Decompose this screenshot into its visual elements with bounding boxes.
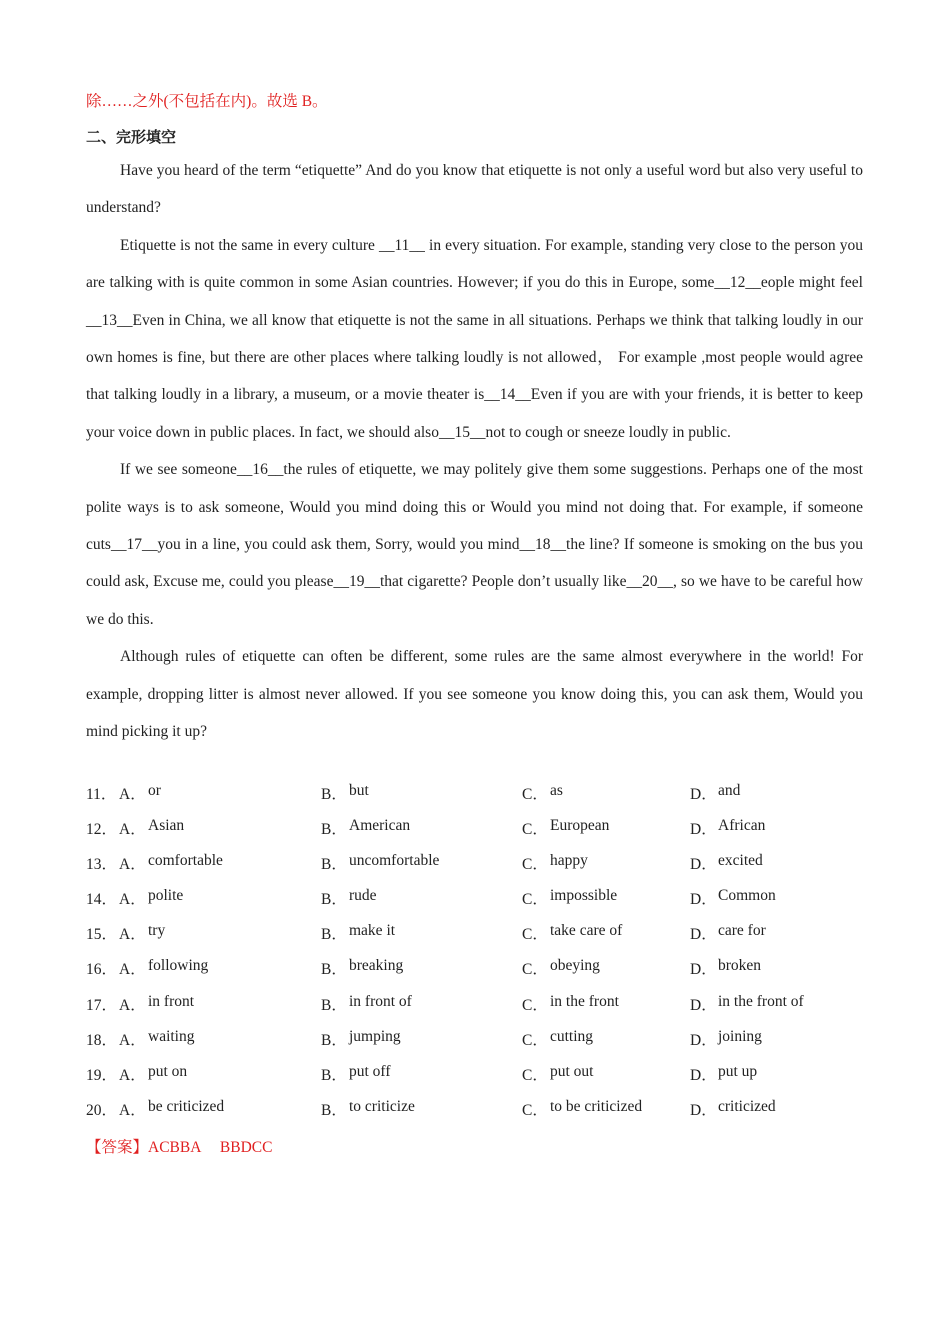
- option-text: or: [148, 782, 161, 799]
- option-letter: C．: [522, 821, 548, 839]
- option-text: Asian: [148, 817, 185, 835]
- option-letter: C．: [522, 891, 548, 909]
- answer-key: 【答案】ACBBA BBDCC: [86, 1139, 273, 1156]
- option-text: try: [148, 922, 166, 940]
- blank-number: __18__: [519, 536, 567, 554]
- question-row: [86, 993, 876, 1028]
- question-number: 18．: [86, 1031, 118, 1049]
- option-letter: B．: [321, 856, 347, 874]
- option-text: put up: [718, 1062, 758, 1080]
- question-row: [86, 817, 876, 852]
- option-text: in front: [148, 992, 195, 1010]
- option-letter: D．: [690, 926, 717, 944]
- option-text: in the front: [550, 992, 619, 1010]
- passage-text: not to cough or sneeze loudly in public.: [485, 423, 731, 441]
- option-letter: C．: [522, 926, 548, 944]
- question-row: [86, 1098, 876, 1133]
- option-text: jumping: [349, 1027, 401, 1045]
- option-text: American: [349, 817, 411, 835]
- question-options: [86, 782, 876, 1133]
- question-number: 17．: [86, 996, 118, 1014]
- option-letter: C．: [522, 961, 548, 979]
- option-letter: B．: [321, 891, 347, 909]
- blank-number: __14__: [484, 386, 531, 404]
- option-letter: B．: [321, 996, 347, 1014]
- passage-paragraph: [86, 152, 863, 227]
- blank-number: __11__: [379, 236, 425, 254]
- option-letter: C．: [522, 1101, 548, 1119]
- blank-number: __20__: [626, 573, 674, 591]
- passage-text: the rules of etiquette, we may politely give them some suggestions. Perhaps one of the most polite ways is to ask someone, Would you mind doing this or Would you mind not doing that. For example, if someone cuts: [86, 461, 863, 554]
- option-letter: D．: [690, 786, 717, 803]
- option-text: impossible: [550, 887, 618, 905]
- question-row: [86, 1028, 876, 1063]
- option-text: put on: [148, 1062, 188, 1080]
- option-letter: B．: [321, 1031, 347, 1049]
- option-text: broken: [718, 957, 762, 975]
- passage-paragraph: [86, 451, 863, 638]
- explanation-note: 除……之外(不包括在内)。故选 B。: [86, 93, 328, 110]
- question-row: [86, 957, 876, 992]
- option-letter: D．: [690, 1031, 717, 1049]
- option-text: put off: [349, 1062, 391, 1080]
- question-number: 19．: [86, 1066, 118, 1084]
- option-text: but: [349, 782, 369, 799]
- question-number: 11．: [86, 786, 117, 803]
- option-letter: C．: [522, 1031, 548, 1049]
- option-letter: C．: [522, 996, 548, 1014]
- passage-text: Although rules of etiquette can often be different, some rules are the same almost everywhere in the world! For example, dropping litter is almost never allowed. If you see someone you know doing this, you can ask them, Would you mind picking it up?: [86, 648, 863, 741]
- option-letter: A．: [119, 891, 146, 909]
- passage-paragraph: [86, 227, 863, 451]
- option-letter: A．: [119, 926, 146, 944]
- passage-paragraph: [86, 638, 863, 750]
- option-text: polite: [148, 887, 184, 905]
- passage-text: you in a line, you could ask them, Sorry, would you mind: [157, 536, 520, 554]
- option-text: in front of: [349, 992, 412, 1010]
- option-text: and: [718, 782, 741, 799]
- option-letter: A．: [119, 1031, 146, 1049]
- option-text: happy: [550, 852, 588, 870]
- option-letter: A．: [119, 821, 146, 839]
- passage-text: that cigarette? People don’t usually like: [379, 573, 627, 591]
- blank-number: __15__: [438, 423, 486, 441]
- option-text: breaking: [349, 957, 404, 975]
- option-letter: B．: [321, 926, 347, 944]
- option-text: in the front of: [718, 992, 804, 1010]
- question-number: 16．: [86, 961, 118, 979]
- blank-number: __13__: [86, 311, 133, 329]
- option-letter: A．: [119, 1066, 146, 1084]
- passage-text: , so we have to be careful how we do this.: [86, 573, 863, 628]
- blank-number: __12__: [714, 274, 761, 292]
- question-row: [86, 782, 876, 817]
- question-row: [86, 852, 876, 887]
- option-letter: B．: [321, 786, 347, 803]
- option-text: European: [550, 817, 610, 835]
- option-text: cutting: [550, 1027, 594, 1045]
- passage-text: Have you heard of the term “etiquette” And do you know that etiquette is not only a useful word but also very useful to understand?: [86, 162, 863, 217]
- option-text: put out: [550, 1062, 594, 1080]
- blank-number: __17__: [110, 536, 158, 554]
- option-text: be criticized: [148, 1097, 225, 1115]
- option-letter: D．: [690, 996, 717, 1014]
- option-text: obeying: [550, 957, 600, 975]
- option-text: to be criticized: [550, 1097, 643, 1115]
- option-letter: B．: [321, 1101, 347, 1119]
- option-text: care for: [718, 922, 766, 940]
- question-number: 15．: [86, 926, 118, 944]
- option-letter: A．: [119, 856, 146, 874]
- blank-number: __16__: [236, 461, 284, 479]
- option-text: make it: [349, 922, 396, 940]
- option-text: African: [718, 817, 766, 835]
- option-text: Common: [718, 887, 776, 905]
- option-text: as: [550, 782, 563, 799]
- option-letter: D．: [690, 856, 717, 874]
- passage-text: Even if you are with your friends, it is better to keep your voice down in public places. In fact, we should also: [86, 386, 864, 441]
- option-letter: B．: [321, 821, 347, 839]
- option-text: following: [148, 957, 209, 975]
- option-text: uncomfortable: [349, 852, 440, 870]
- option-text: waiting: [148, 1027, 195, 1045]
- option-letter: D．: [690, 961, 717, 979]
- passage-text: the line? If someone is smoking on the bus you could ask, Excuse me, could you please: [86, 536, 863, 591]
- question-number: 20．: [86, 1101, 118, 1119]
- question-row: [86, 922, 876, 957]
- option-letter: A．: [119, 996, 146, 1014]
- option-text: take care of: [550, 922, 623, 940]
- option-letter: A．: [119, 961, 146, 979]
- question-row: [86, 1063, 876, 1098]
- option-text: excited: [718, 852, 763, 870]
- option-text: to criticize: [349, 1097, 415, 1115]
- option-letter: A．: [119, 1101, 146, 1119]
- question-number: 13．: [86, 856, 118, 874]
- passage-text: If we see someone: [120, 461, 237, 479]
- option-text: joining: [718, 1027, 762, 1045]
- option-letter: D．: [690, 891, 717, 909]
- option-text: comfortable: [148, 852, 223, 870]
- section-title: 二、完形填空: [86, 128, 177, 146]
- option-text: criticized: [718, 1097, 776, 1115]
- blank-number: __19__: [333, 573, 380, 591]
- passage-text: eople might feel: [760, 274, 863, 292]
- option-letter: D．: [690, 821, 717, 839]
- option-letter: C．: [522, 1066, 548, 1084]
- option-letter: A．: [119, 786, 146, 803]
- option-letter: C．: [522, 786, 548, 803]
- option-letter: B．: [321, 1066, 347, 1084]
- question-row: [86, 887, 876, 922]
- option-letter: B．: [321, 961, 347, 979]
- question-number: 14．: [86, 891, 118, 909]
- option-letter: C．: [522, 856, 548, 874]
- question-number: 12．: [86, 821, 118, 839]
- passage-text: Even in China, we all know that etiquette is not the same in all situations. Perhaps we think that talking loudly in our own homes is fine, but there are other places where talking loudly is not allowed， For example ,most people would agree that talking loudly in a library, a museum, or a movie theater is: [86, 311, 863, 404]
- option-letter: D．: [690, 1066, 717, 1084]
- option-text: rude: [349, 887, 377, 905]
- passage-text: Etiquette is not the same in every culture: [120, 236, 379, 254]
- passage-text: in every situation. For example, standing very close to the person you are talking with is quite common in some Asian countries. However; if you do this in Europe, some: [86, 236, 863, 292]
- cloze-passage: [86, 152, 863, 751]
- option-letter: D．: [690, 1101, 717, 1119]
